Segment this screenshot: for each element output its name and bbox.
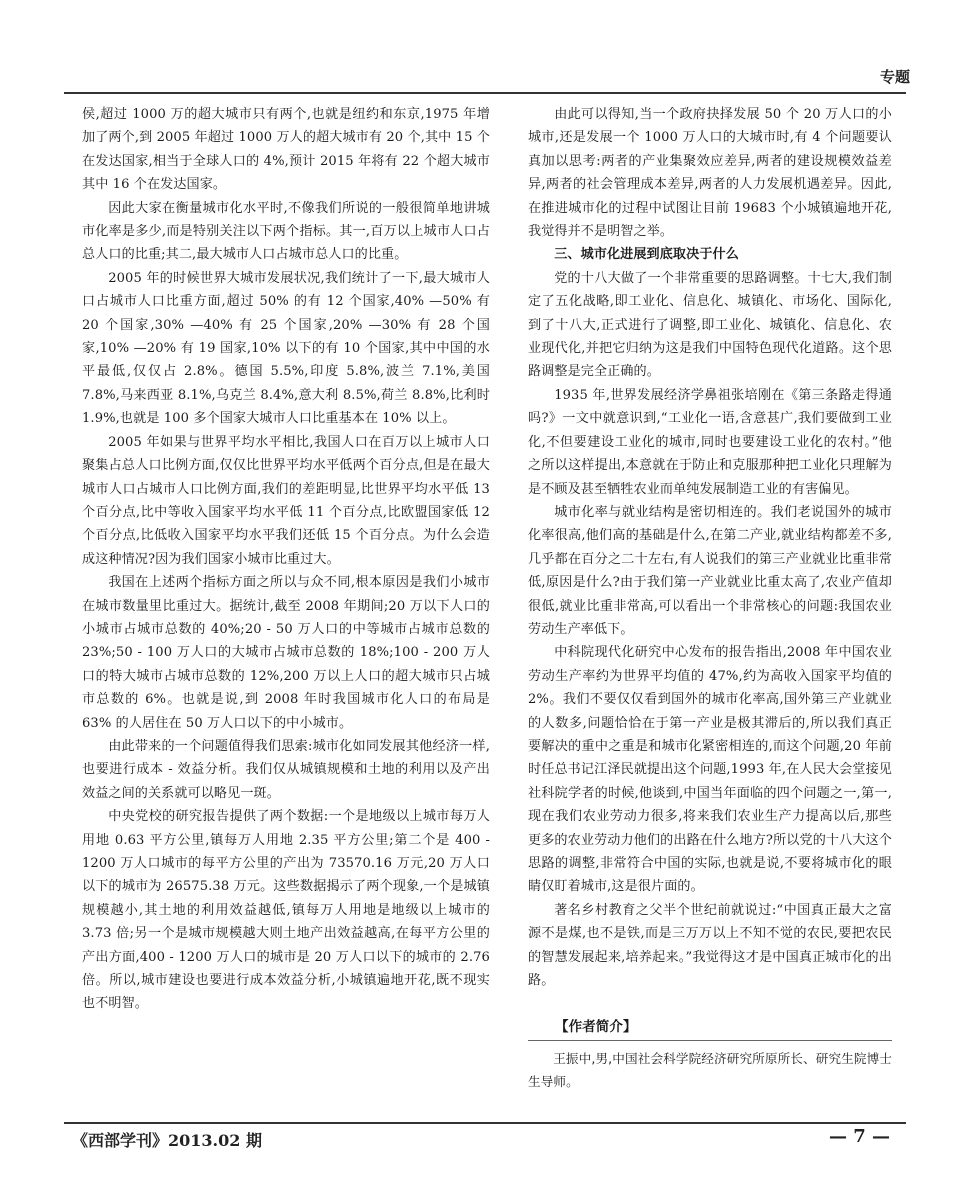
paragraph: 2005 年的时候世界大城市发展状况,我们统计了一下,最大城市人口占城市人口比重方面,超过 50% 的有 12 个国家,40% —50% 有 20 个国家,30% —40% 有 25 个国家,20% —30% 有 28 个国家,10% —20% 有 19 国家,10% 以下的有 10 个国家,其中中国的水平最低,仅仅占 2.8%。德国 5.5%,印度 5.8%,波兰 7.1%,美国 7.8%,马来西亚 8.1%,乌克兰 8.4%,意大利 8.5%,荷兰 8.8%,比利时 1.9%,也就是 100 多个国家大城市人口比重基本在 10% 以上。 — [82, 270, 490, 427]
paragraph: 城市化率与就业结构是密切相连的。我们老说国外的城市化率很高,他们高的基础是什么,在第二产业,就业结构都差不多,几乎都在百分之二十左右,有人说我们的第三产业就业比重非常低,原因是什么?由于我们第一产业就业比重太高了,农业产值却很低,就业比重非常高,可以看出一个非常核心的问题:我国农业劳动生产率低下。 — [528, 504, 892, 637]
paragraph: 由此可以得知,当一个政府抉择发展 50 个 20 万人口的小城市,还是发展一个 1000 万人口的大城市时,有 4 个问题要认真加以思考:两者的产业集聚效应差异,两者的建设规模效益差异,两者的社会管理成本差异,两者的人力发展机遇差异。因此,在推进城市化的过程中试图让目前 19683 个小城镇遍地开花,我觉得并不是明智之举。 — [528, 107, 892, 240]
paragraph: 由此带来的一个问题值得我们思索:城市化如同发展其他经济一样,也要进行成本 - 效益分析。我们仅从城镇规模和土地的利用以及产出效益之间的关系就可以略见一斑。 — [82, 738, 490, 801]
paragraph: 侯,超过 1000 万的超大城市只有两个,也就是纽约和东京,1975 年增加了两个,到 2005 年超过 1000 万人的超大城市有 20 个,其中 15 个在发达国家,相当于全球人口的 4%,预计 2015 年将有 22 个超大城市其中 16 个在发达国家。 — [82, 107, 490, 193]
author-box — [528, 1016, 892, 1092]
left-column — [82, 103, 490, 1016]
paragraph: 党的十八大做了一个非常重要的思路调整。十七大,我们制定了五化战略,即工业化、信息化、城镇化、市场化、国际化,到了十八大,正式进行了调整,即工业化、城镇化、信息化、农业现代化,并把它归纳为这是我们中国特色现代化道路。这个思路调整是完全正确的。 — [528, 270, 892, 380]
author-title: 【作者简介】 — [555, 1019, 637, 1036]
journal-name: 《西部学刊》2013.02 期 — [72, 1131, 262, 1150]
paragraph: 著名乡村教育之父半个世纪前就说过:“中国真正最大之富源不是煤,也不是铁,而是三万万以上不知不觉的农民,要把农民的智慧发展起来,培养起来。”我觉得这才是中国真正城市化的出路。 — [528, 902, 892, 989]
right-column — [528, 103, 892, 1093]
paragraph: 中央党校的研究报告提供了两个数据:一个是地级以上城市每万人用地 0.63 平方公里,镇每万人用地 2.35 平方公里;第二个是 400 - 1200 万人口城市的每平方公里的产出为 73570.16 万元,20 万人口以下的城市为 26575.38 万元。这些数据揭示了两个现象,一个是城镇规模越小,其土地的利用效益越低,镇每万人用地是地级以上城市的 3.73 倍;另一个是城市规模越大则土地产出效益越高,在每平方公里的产出方面,400 - 1200 万人口的城市是 20 万人口以下的城市的 2.76 倍。所以,城市建设也要进行成本效益分析,小城镇遍地开花,既不现实也不明智。 — [82, 809, 490, 1012]
section-tag: 专题 — [879, 68, 910, 86]
top-rule — [64, 92, 906, 94]
author-rule — [528, 1040, 892, 1041]
paragraph: 因此大家在衡量城市化水平时,不像我们所说的一般很简单地讲城市化率是多少,而是特别关注以下两个指标。其一,百万以上城市人口占总人口的比重;其二,最大城市人口占城市总人口的比重。 — [82, 200, 490, 263]
paragraph: 中科院现代化研究中心发布的报告指出,2008 年中国农业劳动生产率约为世界平均值的 47%,约为高收入国家平均值的 2%。我们不要仅仅看到国外的城市化率高,国外第三产业就业的人数多,问题恰恰在于第一产业是极其滞后的,所以我们真正要解决的重中之重是和城市化紧密相连的,而这个问题,20 年前时任总书记江泽民就提出这个问题,1993 年,在人民大会堂接见社科院学者的时候,他谈到,中国当年面临的四个问题之一,第一,现在我们农业劳动力很多,将来我们农业生产力提高以后,那些更多的农业劳动力他们的出路在什么地方?所以党的十八大这个思路的调整,非常符合中国的实际,也就是说,不要将城市化的眼睛仅盯着城市,这是很片面的。 — [528, 645, 892, 895]
author-bio: 王振中,男,中国社会科学院经济研究所原所长、研究生院博士生导师。 — [528, 1050, 892, 1089]
paragraph: 我国在上述两个指标方面之所以与众不同,根本原因是我们小城市在城市数量里比重过大。据统计,截至 2008 年期间;20 万以下人口的小城市占城市总数的 40%;20 - 50 万人口的中等城市占城市总数的 23%;50 - 100 万人口的大城市占城市总数的 18%;100 - 200 万人口的特大城市占城市总数的 12%,200 万以上人口的超大城市只占城市总数的 6%。也就是说,到 2008 年时我国城市化人口的布局是 63% 的人居住在 50 万人口以下的中小城市。 — [82, 575, 490, 731]
paragraph: 2005 年如果与世界平均水平相比,我国人口在百万以上城市人口聚集占总人口比例方面,仅仅比世界平均水平低两个百分点,但是在最大城市人口占城市人口比例方面,我们的差距明显,比世界平均水平低 13 个百分点,比中等收入国家平均水平低 11 个百分点,比欧盟国家低 12 个百分点,比低收入国家平均水平我们还低 15 个百分点。为什么会造成这种情况?因为我们国家小城市比重过大。 — [82, 434, 490, 567]
bottom-rule — [64, 1122, 906, 1124]
paragraph: 1935 年,世界发展经济学鼻祖张培刚在《第三条路走得通吗?》一文中就意识到,“工业化一语,含意甚广,我们要做到工业化,不但要建设工业化的城市,同时也要建设工业化的农村。”他之所以这样提出,本意就在于防止和克服那种把工业化只理解为是不顾及甚至牺牲农业而单纯发展制造工业的有害偏见。 — [528, 387, 892, 497]
page-number: — 7 — — [828, 1126, 890, 1147]
section-heading: 三、城市化进展到底取决于什么 — [554, 247, 739, 263]
